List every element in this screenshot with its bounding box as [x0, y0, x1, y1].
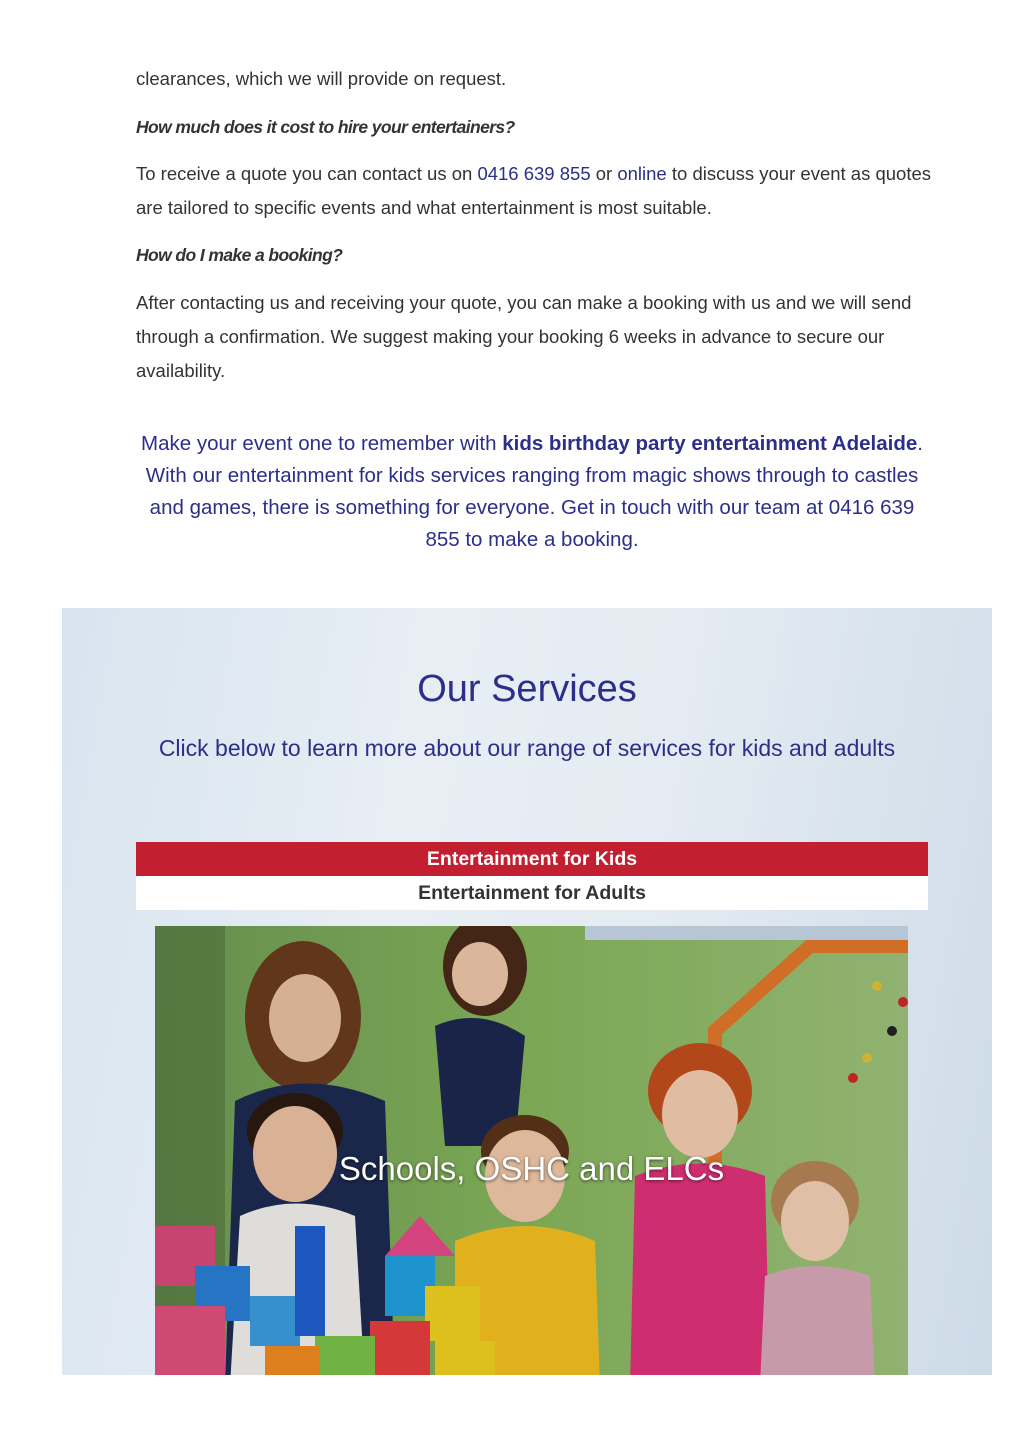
- cta-text-end: . With our entertainment for kids services ranging from magic shows through to castles and games, there is something for everyone. Get in touch with our team at 0416 639 855 to make a booking.: [145, 432, 923, 551]
- faq-answer-booking: After contacting us and receiving your quote, you can make a booking with us and we will send through a confirmation. We suggest making your booking 6 weeks in advance to secure our availability.: [136, 292, 912, 381]
- service-card-caption[interactable]: Schools, OSHC and ELCs: [338, 1150, 725, 1187]
- service-card-schools[interactable]: [155, 926, 908, 1375]
- call-to-action: [136, 428, 928, 556]
- faq-answer-cost: [136, 157, 936, 225]
- online-contact-link[interactable]: online: [617, 163, 667, 184]
- faq-answer-cost-rest: to discuss your event as quotes are tailored to specific events and what entertainment is most suitable.: [136, 163, 932, 218]
- services-subtitle: Click below to learn more about our range of services for kids and adults: [158, 735, 896, 761]
- cta-bold-link[interactable]: kids birthday party entertainment Adelaide: [502, 432, 918, 455]
- tab-entertainment-for-kids[interactable]: Entertainment for Kids: [136, 842, 928, 876]
- services-tabs: [136, 842, 928, 910]
- phone-link[interactable]: 0416 639 855: [477, 163, 591, 184]
- tab-entertainment-for-adults[interactable]: Entertainment for Adults: [136, 876, 928, 910]
- faq-question-cost: How much does it cost to hire your entertainers?: [136, 117, 515, 137]
- faq-answer-cost-text: To receive a quote you can contact us on: [136, 163, 478, 184]
- cta-text-start: Make your event one to remember with: [141, 432, 503, 455]
- our-services-section: [62, 608, 992, 1375]
- services-title: Our Services: [417, 668, 637, 710]
- faq-question-booking: How do I make a booking?: [136, 245, 343, 265]
- faq-intro-fragment: clearances, which we will provide on request.: [136, 68, 507, 89]
- faq-answer-cost-or: or: [590, 163, 618, 184]
